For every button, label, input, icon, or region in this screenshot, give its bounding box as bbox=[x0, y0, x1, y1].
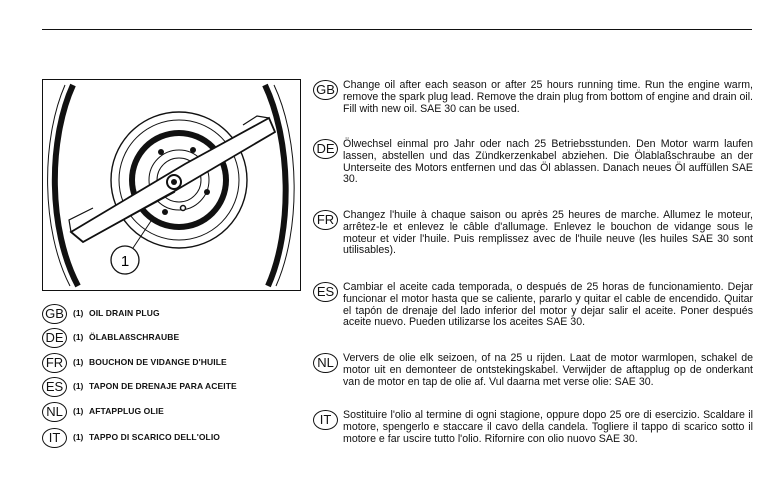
language-badge: FR bbox=[42, 353, 67, 373]
callout-number: 1 bbox=[120, 253, 130, 270]
legend-number: (1) bbox=[73, 381, 84, 391]
legend-text: TAPPO DI SCARICO DELL'OLIO bbox=[89, 432, 221, 442]
legend-text: BOUCHON DE VIDANGE D'HUILE bbox=[89, 357, 227, 367]
language-badge: DE bbox=[42, 328, 67, 348]
legend-number: (1) bbox=[73, 406, 84, 416]
language-badge: GB bbox=[313, 80, 338, 100]
language-badge: FR bbox=[313, 210, 338, 230]
legend-number: (1) bbox=[73, 332, 84, 342]
instruction-text: Change oil after each season or after 25 hours running time. Run the engine warm, remove the spark plug lead. Remove the drain plug from bottom of engine and drain oil. Fill with new oil. SAE 30 can be used. bbox=[343, 79, 753, 115]
language-badge: IT bbox=[42, 428, 67, 448]
instruction-text: Changez l'huile à chaque saison ou après 25 heures de marche. Allumez le moteur, arrêtez-le et enlevez le câble d'allumage. Enlevez le bouchon de vidange sous le moteur et vider l'huile. Puis remplissez avec de l'huile neuve (les huiles SAE 30 sont utilisables). bbox=[343, 209, 753, 257]
language-badge: NL bbox=[42, 402, 67, 422]
legend-number: (1) bbox=[73, 432, 84, 442]
language-badge: NL bbox=[313, 353, 338, 373]
instruction-text: Ververs de olie elk seizoen, of na 25 u rijden. Laat de motor warmlopen, schakel de motor uit en demonteer de ontstekingskabel. Verwijder de aftapplug op de onderkant van de motor en tap de olie af. Vul daarna met verse olie: SAE 30. bbox=[343, 352, 753, 388]
legend-text: OIL DRAIN PLUG bbox=[89, 308, 160, 318]
instruction-text: Sostituire l'olio al termine di ogni stagione, oppure dopo 25 ore di esercizio. Scaldare il motore, spengerlo e staccare il cavo della candela. Togliere il tappo di scarico sotto il motore e far uscire tutto l'olio. Rifornire con olio nuovo SAE 30. bbox=[343, 409, 753, 445]
legend-number: (1) bbox=[73, 357, 84, 367]
instruction-text: Cambiar el aceite cada temporada, o después de 25 horas de funcionamiento. Dejar funcionar el motor hasta que se caliente, pararlo y quitar el cable de encendido. Quitar el tapón de drenaje del lado inferior del motor y dejar salir el aceite. Poner después aceite nuevo. Pueden utilizarse los aceites SAE 30. bbox=[343, 281, 753, 329]
language-badge: DE bbox=[313, 139, 338, 159]
top-rule bbox=[42, 29, 752, 30]
legend-text: TAPON DE DRENAJE PARA ACEITE bbox=[89, 381, 237, 391]
language-badge: ES bbox=[313, 282, 338, 302]
instruction-text: Ölwechsel einmal pro Jahr oder nach 25 Betriebsstunden. Den Motor warm laufen lassen, abstellen und das Zündkerzenkabel abziehen. Die Ölablaßschraube an der Unterseite des Motors entfernen und das Öl ablassen. Danach neues Öl auffüllen SAE 30. bbox=[343, 138, 753, 186]
legend-text: AFTAPPLUG OLIE bbox=[89, 406, 164, 416]
language-badge: GB bbox=[42, 304, 67, 324]
legend-text: ÖLABLAßSCHRAUBE bbox=[89, 332, 180, 342]
legend-number: (1) bbox=[73, 308, 84, 318]
mower-underside-illustration bbox=[42, 79, 301, 291]
language-badge: IT bbox=[313, 410, 338, 430]
blade-drawing bbox=[43, 80, 302, 292]
language-badge: ES bbox=[42, 377, 67, 397]
